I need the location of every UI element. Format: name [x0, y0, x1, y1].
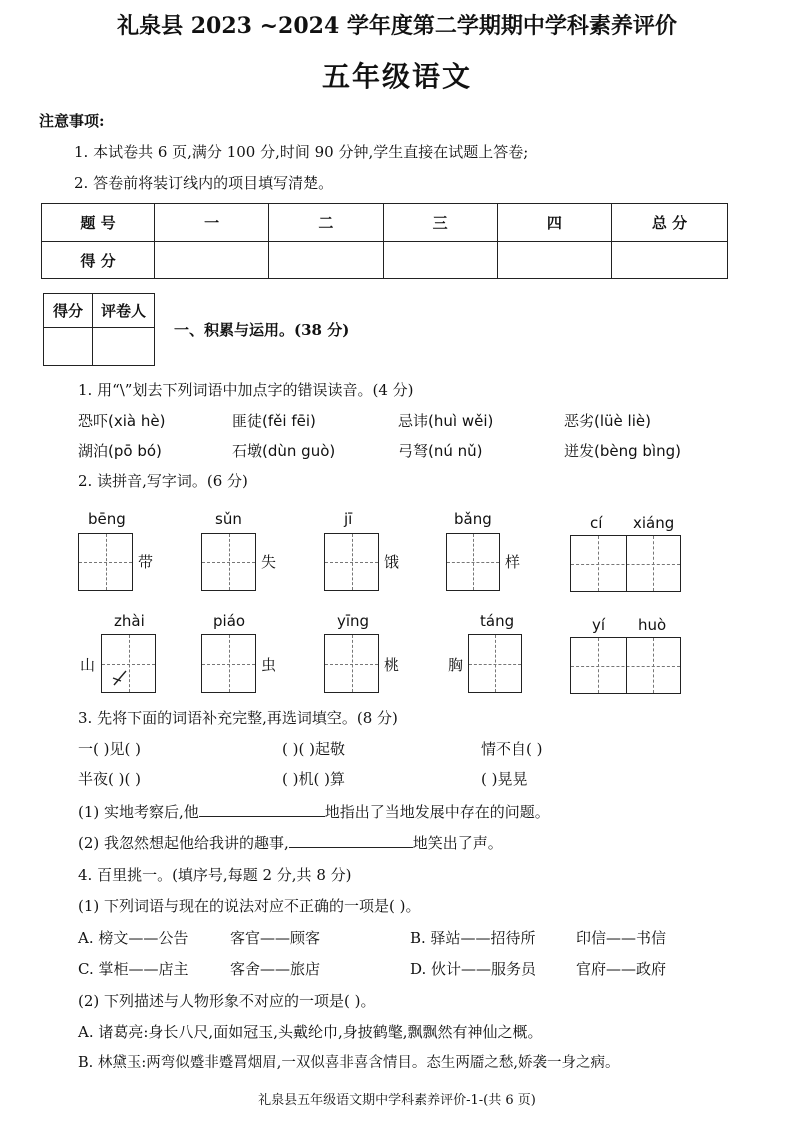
- q3-sentence-2-post: 地笑出了声。: [412, 834, 503, 852]
- q1-reading[interactable]: (lüè liè): [594, 412, 651, 430]
- q2-pinyin: xiáng: [633, 514, 675, 532]
- q4-option: 客官——顾客: [230, 929, 321, 947]
- q4-option: 客舍——旅店: [230, 960, 321, 978]
- q1-reading[interactable]: (fěi fēi): [262, 412, 316, 430]
- q3-sentence-1: [78, 802, 550, 821]
- exam-title: 礼泉县 2023 ~2024 学年度第二学期期中学科素养评价: [117, 13, 677, 39]
- q3-sentence-2-pre: (2) 我忽然想起他给我讲的趣事,: [78, 834, 289, 852]
- q2-pinyin: táng: [480, 612, 515, 630]
- q1-item: [232, 412, 316, 430]
- q2-pinyin: zhài: [114, 612, 145, 630]
- q2-pinyin: bēng: [88, 510, 126, 528]
- q1-word: 恐吓: [78, 412, 109, 430]
- grader-score-cell[interactable]: [44, 328, 93, 366]
- q2-char: 失: [261, 553, 277, 571]
- q3-idiom[interactable]: 情不自( ): [481, 740, 543, 758]
- q1-word: 匪徒: [232, 412, 263, 430]
- score-table-col-1: 一: [155, 204, 269, 242]
- q2-char: 虫: [261, 656, 277, 674]
- q4-part-2: (2) 下列描述与人物形象不对应的一项是( )。: [78, 992, 376, 1010]
- subject-title: 五年级语文: [321, 60, 472, 93]
- q3-idiom[interactable]: 半夜( )( ): [78, 770, 141, 788]
- q1-reading[interactable]: (bèng bìng): [594, 442, 681, 460]
- score-table-col-3: 三: [383, 204, 497, 242]
- q3-blank-1[interactable]: [199, 802, 325, 817]
- q1-title: 1. 用“\”划去下列词语中加点字的错误读音。(4 分): [78, 381, 414, 399]
- q1-word: 迸发: [564, 442, 595, 460]
- q2-pinyin: sǔn: [215, 510, 242, 528]
- q2-char: 山: [80, 656, 96, 674]
- q2-title: 2. 读拼音,写字词。(6 分): [78, 472, 248, 490]
- q1-reading[interactable]: (xià hè): [108, 412, 166, 430]
- grader-name-cell[interactable]: [93, 328, 155, 366]
- q3-sentence-1-post: 地指出了当地发展中存在的问题。: [324, 803, 550, 821]
- q1-reading[interactable]: (huì wěi): [428, 412, 494, 430]
- q1-item: [78, 412, 165, 430]
- writing-box-double[interactable]: [570, 535, 681, 592]
- q4-option: 官府——政府: [576, 960, 667, 978]
- writing-box[interactable]: [101, 634, 156, 693]
- q2-char: 胸: [448, 656, 464, 674]
- writing-box[interactable]: [324, 533, 379, 591]
- q1-word: 弓弩: [398, 442, 429, 460]
- q1-reading[interactable]: (pō bó): [108, 442, 162, 460]
- q1-item: [564, 442, 681, 460]
- score-cell-total[interactable]: [612, 242, 728, 279]
- q1-item: [232, 442, 335, 460]
- score-cell-2[interactable]: [269, 242, 383, 279]
- page-footer: 礼泉县五年级语文期中学科素养评价-1-(共 6 页): [258, 1093, 536, 1108]
- q1-word: 恶劣: [564, 412, 595, 430]
- q1-word: 湖泊: [78, 442, 109, 460]
- writing-box[interactable]: [446, 533, 500, 591]
- section-1-title: 一、积累与运用。(38 分): [174, 321, 350, 339]
- q4-option: 印信——书信: [576, 929, 667, 947]
- q1-item: [398, 412, 493, 430]
- q2-pinyin: huò: [638, 616, 667, 634]
- q2-pinyin: yīng: [337, 612, 370, 630]
- q3-idiom[interactable]: 一( )见( ): [78, 740, 141, 758]
- q3-sentence-2: [78, 833, 503, 852]
- q3-idiom[interactable]: ( )机( )算: [282, 770, 345, 788]
- q3-title: 3. 先将下面的词语补充完整,再选词填空。(8 分): [78, 709, 398, 727]
- q4-option[interactable]: A. 诸葛亮:身长八尺,面如冠玉,头戴纶巾,身披鹤氅,飘飘然有神仙之概。: [78, 1023, 543, 1041]
- q2-pinyin: bǎng: [454, 510, 492, 528]
- q4-option[interactable]: A. 榜文——公告: [78, 929, 189, 947]
- writing-box[interactable]: [201, 533, 256, 591]
- q1-item: [78, 442, 162, 460]
- q1-word: 忌讳: [398, 412, 429, 430]
- q2-pinyin: piáo: [213, 612, 246, 630]
- q1-item: [564, 412, 651, 430]
- q2-char: 带: [138, 553, 154, 571]
- score-cell-4[interactable]: [497, 242, 611, 279]
- q2-char: 桃: [384, 656, 400, 674]
- q2-char: 饿: [384, 553, 400, 571]
- q3-sentence-1-pre: (1) 实地考察后,他: [78, 803, 199, 821]
- q1-word: 石墩: [232, 442, 263, 460]
- q2-pinyin: yí: [592, 616, 606, 634]
- q2-char: 样: [505, 553, 521, 571]
- grader-box: [43, 293, 155, 366]
- q4-option[interactable]: C. 掌柜——店主: [78, 960, 189, 978]
- q2-pinyin: jī: [344, 510, 353, 528]
- q3-idiom[interactable]: ( )( )起敬: [282, 740, 345, 758]
- score-cell-3[interactable]: [383, 242, 497, 279]
- notice-item-2: 2. 答卷前将装订线内的项目填写清楚。: [74, 174, 334, 192]
- writing-box[interactable]: [324, 634, 379, 693]
- score-cell-1[interactable]: [155, 242, 269, 279]
- writing-box[interactable]: [201, 634, 256, 693]
- score-table-row-label: 得 分: [42, 242, 155, 279]
- score-table-col-total: 总 分: [612, 204, 728, 242]
- score-table-col-4: 四: [497, 204, 611, 242]
- q4-option[interactable]: B. 林黛玉:两弯似蹙非蹙罥烟眉,一双似喜非喜含情目。态生两靥之愁,娇袭一身之病。: [78, 1055, 620, 1071]
- grader-name-label: 评卷人: [93, 294, 155, 328]
- q4-title: 4. 百里挑一。(填序号,每题 2 分,共 8 分): [78, 866, 352, 884]
- q4-option[interactable]: B. 驿站——招待所: [410, 929, 536, 947]
- writing-box[interactable]: [468, 634, 522, 693]
- handwriting-stroke: [110, 669, 130, 687]
- q1-reading[interactable]: (dùn guò): [262, 442, 336, 460]
- q4-option[interactable]: D. 伙计——服务员: [410, 960, 537, 978]
- score-table: [41, 203, 728, 279]
- q4-part-1: (1) 下列词语与现在的说法对应不正确的一项是( )。: [78, 897, 421, 915]
- writing-box-double[interactable]: [570, 637, 681, 694]
- q3-idiom[interactable]: ( )晃晃: [481, 770, 528, 788]
- score-table-header-label: 题 号: [42, 204, 155, 242]
- grader-score-label: 得分: [44, 294, 93, 328]
- writing-box[interactable]: [78, 533, 133, 591]
- q1-item: [398, 442, 483, 460]
- q3-blank-2[interactable]: [289, 833, 413, 848]
- score-table-col-2: 二: [269, 204, 383, 242]
- q2-pinyin: cí: [590, 514, 603, 532]
- notice-item-1: 1. 本试卷共 6 页,满分 100 分,时间 90 分钟,学生直接在试题上答卷;: [74, 143, 529, 161]
- notice-heading: 注意事项:: [39, 112, 105, 130]
- q1-reading[interactable]: (nú nǔ): [428, 442, 483, 460]
